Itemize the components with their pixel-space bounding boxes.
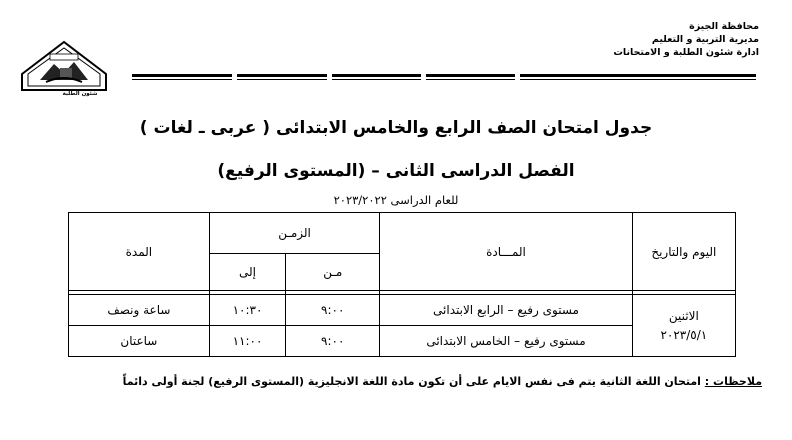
- document-subtitle: الفصل الدراسى الثانى – (المستوى الرفيع): [217, 161, 575, 181]
- exam-day: الاثنين: [668, 308, 699, 323]
- document-title: جدول امتحان الصف الرابع والخامس الابتدائى ( عربى ـ لغات ): [139, 118, 653, 138]
- directorate-name: مديرية التربية و التعليم: [651, 34, 759, 45]
- header-time: الزمـن: [209, 213, 380, 254]
- department-name: ادارة شئون الطلبة و الامتحانات: [613, 47, 759, 58]
- day-date-cell: [632, 295, 735, 357]
- rule-gap: [421, 72, 426, 81]
- subject-cell: مستوى رفيع – الرابع الابتدائى: [380, 295, 632, 326]
- logo-emblem: [20, 40, 132, 110]
- notes-label: ملاحظات :: [704, 375, 762, 388]
- notes-line: [123, 375, 762, 388]
- notes-text: امتحان اللغة الثانية يتم فى نفس الايام على أن تكون مادة اللغة الانجليزية (المستوى الرفيع) لجنة أولى دائماً: [122, 375, 701, 388]
- academic-year: للعام الدراسى ٢٠٢٣/٢٠٢٢: [333, 193, 459, 207]
- rule-gap: [515, 72, 520, 81]
- from-cell: ٩:٠٠: [286, 326, 380, 357]
- table-row: [69, 295, 736, 326]
- header-to: إلى: [209, 254, 285, 291]
- header-rule-thin: [132, 79, 756, 80]
- duration-cell: ساعة ونصف: [69, 295, 210, 326]
- header-block: [613, 20, 759, 59]
- logo-caption: شئون الطلبة: [62, 91, 98, 97]
- subject-cell: مستوى رفيع – الخامس الابتدائى: [380, 326, 632, 357]
- duration-cell: ساعتان: [69, 326, 210, 357]
- header-rule-thick: [132, 74, 756, 77]
- governorate-name: محافظة الجيزة: [689, 21, 759, 32]
- exam-date: ٢٠٢٣/٥/١: [660, 327, 708, 342]
- header-from: مـن: [286, 254, 380, 291]
- header-subject: المـــادة: [380, 213, 632, 291]
- to-cell: ١١:٠٠: [209, 326, 285, 357]
- header-day-date: اليوم والتاريخ: [632, 213, 735, 291]
- header-duration: المدة: [69, 213, 210, 291]
- from-cell: ٩:٠٠: [286, 295, 380, 326]
- table-header-row: [69, 213, 736, 254]
- to-cell: ١٠:٣٠: [209, 295, 285, 326]
- rule-gap: [232, 72, 237, 81]
- exam-schedule-table: [68, 212, 736, 357]
- rule-gap: [327, 72, 332, 81]
